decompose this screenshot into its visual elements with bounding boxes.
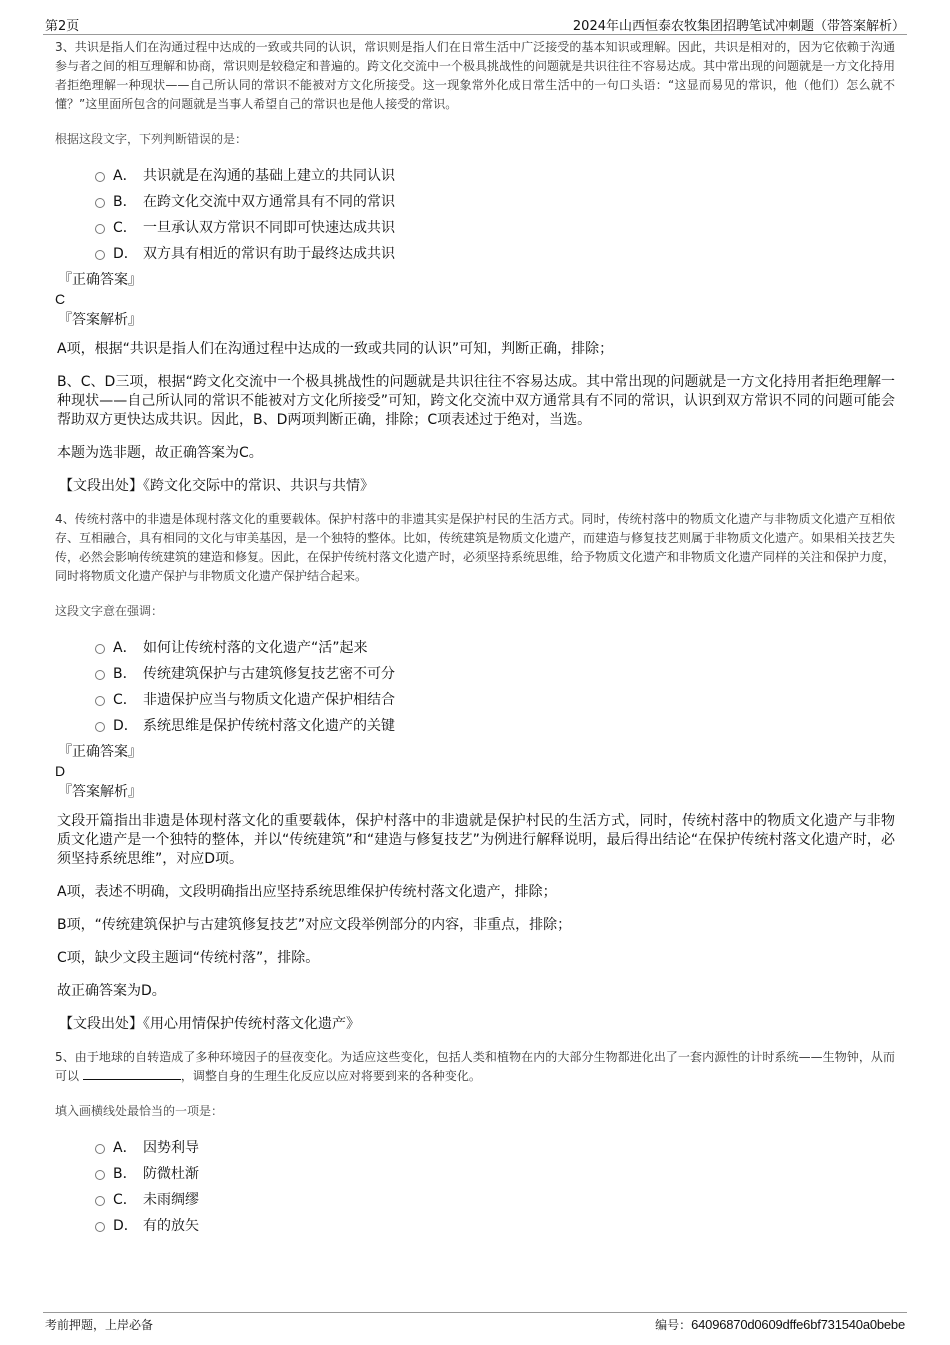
document-body [55,38,895,1238]
radio-icon[interactable] [95,1222,105,1232]
question-prompt: 根据这段文字，下列判断错误的是： [55,132,248,146]
question-3 [55,38,895,496]
option-d[interactable]: D． 有的放矢 [95,1212,895,1238]
option-list [95,1134,895,1238]
radio-icon[interactable] [95,198,105,208]
radio-icon[interactable] [95,250,105,260]
question-prompt: 这段文字意在强调： [55,604,164,618]
question-passage: 5、由于地球的自转造成了多种环境因子的昼夜变化。为适应这些变化，包括人类和植物在内的大部分生物都进化出了一套内源性的计时系统——生物钟，从而可以 ，调整自身的生理生化反应以应对将要到来的各种变化。 [55,1050,895,1083]
option-a[interactable]: A． 因势利导 [95,1134,895,1160]
option-a[interactable]: A． 如何让传统村落的文化遗产“活”起来 [95,634,895,660]
explanation: B项，“传统建筑保护与古建筑修复技艺”对应文段举例部分的内容，非重点，排除； [57,917,572,933]
page-number: 第2页 [45,19,80,34]
correct-answer: C [55,291,66,307]
document-code: 编号：64096870d0609dffe6bf731540a0bebe [655,1317,905,1332]
radio-icon[interactable] [95,172,105,182]
radio-icon[interactable] [95,722,105,732]
option-b[interactable]: B． 防微杜渐 [95,1160,895,1186]
question-4 [55,510,895,1034]
correct-answer: D [55,763,66,779]
option-list [95,162,895,266]
explanation: C项，缺少文段主题词“传统村落”，排除。 [57,950,320,966]
question-5 [55,1048,895,1238]
radio-icon[interactable] [95,1196,105,1206]
option-b[interactable]: B． 在跨文化交流中双方通常具有不同的常识 [95,188,895,214]
document-title: 2024年山西恒泰农牧集团招聘笔试冲刺题（带答案解析） [572,19,905,34]
option-c[interactable]: C． 一旦承认双方常识不同即可快速达成共识 [95,214,895,240]
page-header [43,12,907,35]
source-citation: 【文段出处】《跨文化交际中的常识、共识与共情》 [59,478,374,494]
question-passage: 4、传统村落中的非遗是体现村落文化的重要载体。保护村落中的非遗其实是保护村民的生活方式。同时，传统村落中的物质文化遗产与非物质文化遗产互相依存、互相融合，具有相同的文化与审美基因，是一个独特的整体。比如，传统建筑是物质文化遗产，而建造与修复技艺则属于非物质文化遗产。如果相关技艺失传，必然会影响传统建筑的建造和修复。因此，在保护传统村落文化遗产时，必须坚持系统思维，给予物质文化遗产和非物质文化遗产同样的关注和保护力度，同时将物质文化遗产保护与非物质文化遗产保护结合起来。 [55,512,896,583]
option-c[interactable]: C． 未雨绸缪 [95,1186,895,1212]
explanation: 文段开篇指出非遗是体现村落文化的重要载体，保护村落中的非遗就是保护村民的生活方式，同时，传统村落中的物质文化遗产与非物质文化遗产是一个独特的整体，并以“传统建筑”和“建造与修复技艺”为例进行解释说明，最后得出结论“在保护传统村落文化遗产时，必须坚持系统思维”，对应D项。 [57,813,895,867]
footer-slogan: 考前押题，上岸必备 [45,1318,154,1332]
explanation: 故正确答案为D。 [57,983,166,999]
correct-answer-label: 『正确答案』 [58,272,142,288]
radio-icon[interactable] [95,1144,105,1154]
explanation: B、C、D三项，根据“跨文化交流中一个极具挑战性的问题就是共识往往不容易达成。其中常出现的问题就是一方文化持用者拒绝理解一种现状——自己所认同的常识不能被对方文化所接受”可知，跨文化交流中双方通常具有不同的常识，认识到双方常识不同的问题可能会帮助双方更快达成共识。因此，B、D两项判断正确，排除；C项表述过于绝对，当选。 [57,374,895,428]
page-footer [43,1312,907,1335]
option-d[interactable]: D． 系统思维是保护传统村落文化遗产的关键 [95,712,895,738]
option-list [95,634,895,738]
analysis-label: 『答案解析』 [58,312,142,328]
radio-icon[interactable] [95,670,105,680]
radio-icon[interactable] [95,1170,105,1180]
correct-answer-label: 『正确答案』 [58,744,142,760]
option-c[interactable]: C． 非遗保护应当与物质文化遗产保护相结合 [95,686,895,712]
explanation: A项，根据“共识是指人们在沟通过程中达成的一致或共同的认识”可知，判断正确，排除； [57,341,614,357]
fill-in-blank [83,1067,181,1080]
question-prompt: 填入画横线处最恰当的一项是： [55,1104,224,1118]
explanation: A项，表述不明确，文段明确指出应坚持系统思维保护传统村落文化遗产，排除； [57,884,557,900]
source-citation: 【文段出处】《用心用情保护传统村落文化遗产》 [59,1016,360,1032]
radio-icon[interactable] [95,644,105,654]
explanation: 本题为选非题，故正确答案为C。 [57,445,263,461]
question-passage: 3、共识是指人们在沟通过程中达成的一致或共同的认识，常识则是指人们在日常生活中广泛接受的基本知识或理解。因此，共识是相对的，因为它依赖于沟通参与者之间的相互理解和协商，常识则是较稳定和普遍的。跨文化交流中一个极具挑战性的问题就是共识往往不容易达成。其中常出现的问题就是一方文化持用者拒绝理解一种现状——自己所认同的常识不能被对方文化所接受。这一现象常外化成日常生活中的一句口头语：“这显而易见的常识，他（他们）怎么就不懂？”这里面所包含的问题就是当事人希望自己的常识也是他人接受的常识。 [55,40,896,111]
radio-icon[interactable] [95,696,105,706]
option-b[interactable]: B． 传统建筑保护与古建筑修复技艺密不可分 [95,660,895,686]
option-d[interactable]: D． 双方具有相近的常识有助于最终达成共识 [95,240,895,266]
option-a[interactable]: A． 共识就是在沟通的基础上建立的共同认识 [95,162,895,188]
analysis-label: 『答案解析』 [58,784,142,800]
radio-icon[interactable] [95,224,105,234]
